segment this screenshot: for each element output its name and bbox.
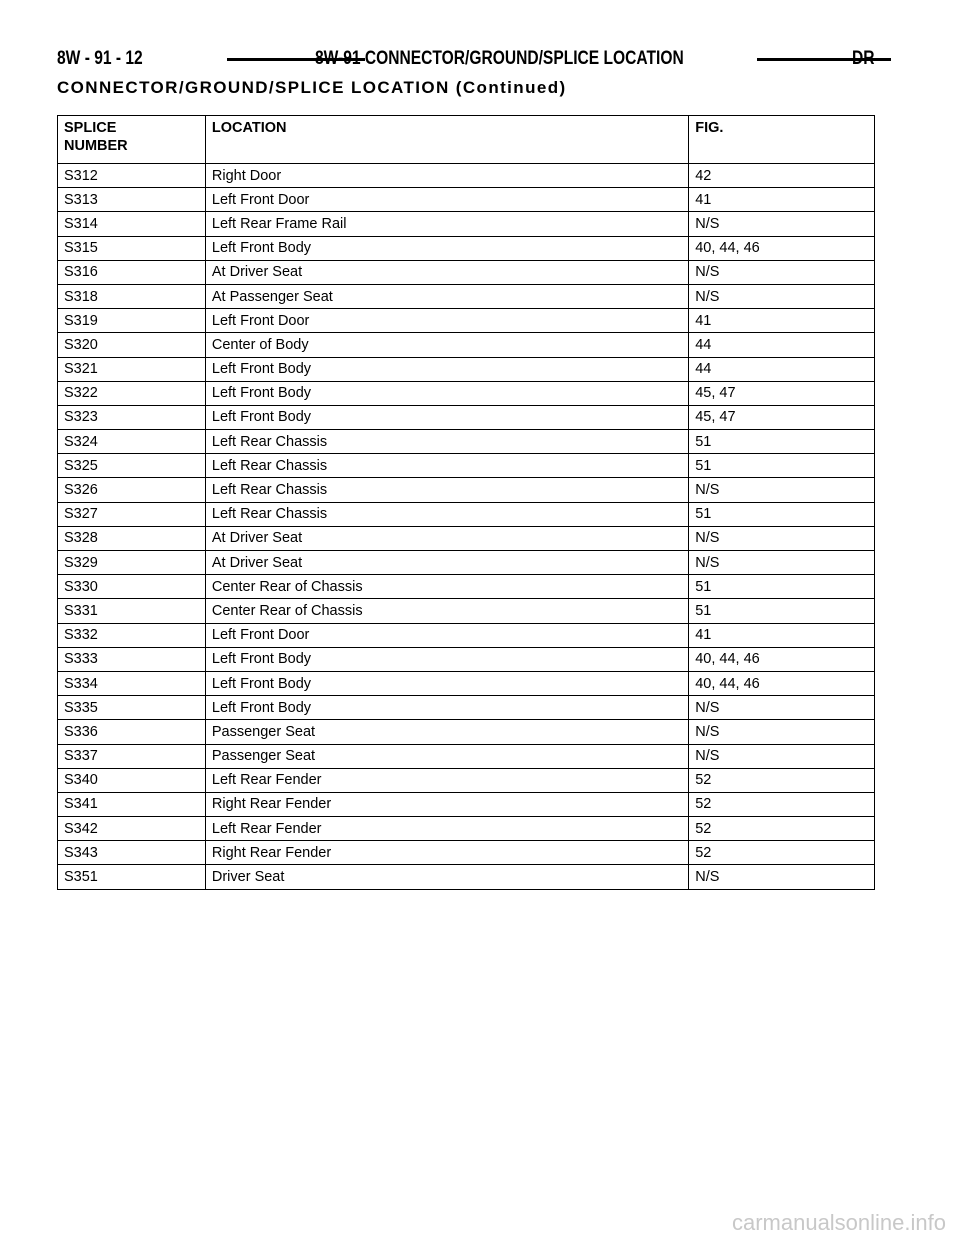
figure-cell: 51	[689, 430, 875, 454]
table-row	[58, 309, 875, 333]
figure-cell: 51	[689, 599, 875, 623]
splice-number-cell: S333	[58, 647, 206, 671]
page-title: CONNECTOR/GROUND/SPLICE LOCATION (Continued)	[57, 78, 567, 97]
figure-cell: 44	[689, 333, 875, 357]
splice-number-cell: S329	[58, 551, 206, 575]
figure-cell: N/S	[689, 744, 875, 768]
location-cell: Left Rear Chassis	[205, 454, 688, 478]
table-body	[58, 164, 875, 890]
table-row	[58, 720, 875, 744]
table-row	[58, 478, 875, 502]
table-row	[58, 212, 875, 236]
location-cell: Center Rear of Chassis	[205, 599, 688, 623]
location-cell: At Driver Seat	[205, 260, 688, 284]
table-row	[58, 357, 875, 381]
splice-number-cell: S315	[58, 236, 206, 260]
table-row	[58, 792, 875, 816]
location-cell: Center of Body	[205, 333, 688, 357]
location-cell: Left Front Body	[205, 236, 688, 260]
location-cell: Left Front Door	[205, 188, 688, 212]
splice-number-cell: S337	[58, 744, 206, 768]
splice-number-cell: S336	[58, 720, 206, 744]
figure-cell: 52	[689, 841, 875, 865]
splice-number-cell: S322	[58, 381, 206, 405]
column-header-line: SPLICE	[64, 120, 117, 136]
column-header-line: NUMBER	[64, 138, 128, 154]
figure-cell: 51	[689, 454, 875, 478]
table-row	[58, 405, 875, 429]
splice-number-cell: S324	[58, 430, 206, 454]
location-cell: Right Rear Fender	[205, 841, 688, 865]
table-row	[58, 333, 875, 357]
location-cell: Right Door	[205, 164, 688, 188]
column-header-splice-number	[58, 116, 206, 164]
table-row	[58, 599, 875, 623]
splice-number-cell: S325	[58, 454, 206, 478]
location-cell: Left Front Body	[205, 405, 688, 429]
figure-cell: 45, 47	[689, 381, 875, 405]
figure-cell: N/S	[689, 551, 875, 575]
location-cell: Left Front Body	[205, 357, 688, 381]
splice-number-cell: S351	[58, 865, 206, 889]
location-cell: Left Rear Chassis	[205, 478, 688, 502]
splice-number-cell: S341	[58, 792, 206, 816]
table-row	[58, 526, 875, 550]
location-cell: Left Front Body	[205, 647, 688, 671]
figure-cell: 51	[689, 575, 875, 599]
page-reference: 8W - 91 - 12	[57, 48, 143, 69]
figure-cell: 41	[689, 188, 875, 212]
table-row	[58, 502, 875, 526]
figure-cell: 40, 44, 46	[689, 647, 875, 671]
figure-cell: 52	[689, 792, 875, 816]
table-row	[58, 817, 875, 841]
figure-cell: N/S	[689, 478, 875, 502]
location-cell: At Passenger Seat	[205, 284, 688, 308]
table-row	[58, 430, 875, 454]
figure-cell: N/S	[689, 284, 875, 308]
splice-number-cell: S330	[58, 575, 206, 599]
table-row	[58, 841, 875, 865]
model-code: DR	[851, 48, 874, 69]
figure-cell: 52	[689, 817, 875, 841]
figure-cell: N/S	[689, 696, 875, 720]
location-cell: Left Rear Frame Rail	[205, 212, 688, 236]
figure-cell: 41	[689, 309, 875, 333]
location-cell: Driver Seat	[205, 865, 688, 889]
location-cell: At Driver Seat	[205, 551, 688, 575]
splice-number-cell: S312	[58, 164, 206, 188]
splice-number-cell: S340	[58, 768, 206, 792]
location-cell: Left Rear Chassis	[205, 502, 688, 526]
location-cell: Passenger Seat	[205, 744, 688, 768]
figure-cell: 41	[689, 623, 875, 647]
figure-cell: 52	[689, 768, 875, 792]
table-row	[58, 768, 875, 792]
figure-cell: N/S	[689, 720, 875, 744]
table-row	[58, 260, 875, 284]
location-cell: Left Rear Fender	[205, 817, 688, 841]
figure-cell: 42	[689, 164, 875, 188]
location-cell: Left Front Body	[205, 671, 688, 695]
location-cell: Passenger Seat	[205, 720, 688, 744]
figure-cell: 45, 47	[689, 405, 875, 429]
splice-number-cell: S342	[58, 817, 206, 841]
splice-number-cell: S319	[58, 309, 206, 333]
location-cell: Left Front Body	[205, 696, 688, 720]
table-row	[58, 623, 875, 647]
table-row	[58, 284, 875, 308]
figure-cell: 40, 44, 46	[689, 671, 875, 695]
splice-number-cell: S343	[58, 841, 206, 865]
watermark: carmanualsonline.info	[731, 1210, 946, 1235]
table-row	[58, 647, 875, 671]
splice-number-cell: S328	[58, 526, 206, 550]
splice-number-cell: S314	[58, 212, 206, 236]
figure-cell: 44	[689, 357, 875, 381]
table-row	[58, 454, 875, 478]
splice-number-cell: S326	[58, 478, 206, 502]
splice-number-cell: S316	[58, 260, 206, 284]
figure-cell: 40, 44, 46	[689, 236, 875, 260]
location-cell: At Driver Seat	[205, 526, 688, 550]
splice-number-cell: S321	[58, 357, 206, 381]
table-row	[58, 865, 875, 889]
splice-location-table	[57, 115, 875, 890]
splice-number-cell: S334	[58, 671, 206, 695]
splice-number-cell: S320	[58, 333, 206, 357]
splice-number-cell: S323	[58, 405, 206, 429]
splice-number-cell: S313	[58, 188, 206, 212]
table-row	[58, 551, 875, 575]
splice-number-cell: S332	[58, 623, 206, 647]
table-row	[58, 188, 875, 212]
section-name: 8W-91 CONNECTOR/GROUND/SPLICE LOCATION	[315, 48, 684, 69]
figure-cell: N/S	[689, 865, 875, 889]
location-cell: Left Rear Fender	[205, 768, 688, 792]
splice-number-cell: S335	[58, 696, 206, 720]
splice-number-cell: S318	[58, 284, 206, 308]
table-row	[58, 575, 875, 599]
column-header-fig: FIG.	[689, 116, 875, 164]
location-cell: Right Rear Fender	[205, 792, 688, 816]
location-cell: Center Rear of Chassis	[205, 575, 688, 599]
location-cell: Left Rear Chassis	[205, 430, 688, 454]
figure-cell: N/S	[689, 526, 875, 550]
page-header	[57, 46, 874, 72]
location-cell: Left Front Door	[205, 623, 688, 647]
splice-number-cell: S331	[58, 599, 206, 623]
table-row	[58, 744, 875, 768]
location-cell: Left Front Body	[205, 381, 688, 405]
column-header-location: LOCATION	[205, 116, 688, 164]
table-row	[58, 236, 875, 260]
table-header-row	[58, 116, 875, 164]
table-row	[58, 696, 875, 720]
figure-cell: N/S	[689, 260, 875, 284]
splice-number-cell: S327	[58, 502, 206, 526]
figure-cell: 51	[689, 502, 875, 526]
table-row	[58, 671, 875, 695]
figure-cell: N/S	[689, 212, 875, 236]
table-row	[58, 381, 875, 405]
table-row	[58, 164, 875, 188]
location-cell: Left Front Door	[205, 309, 688, 333]
